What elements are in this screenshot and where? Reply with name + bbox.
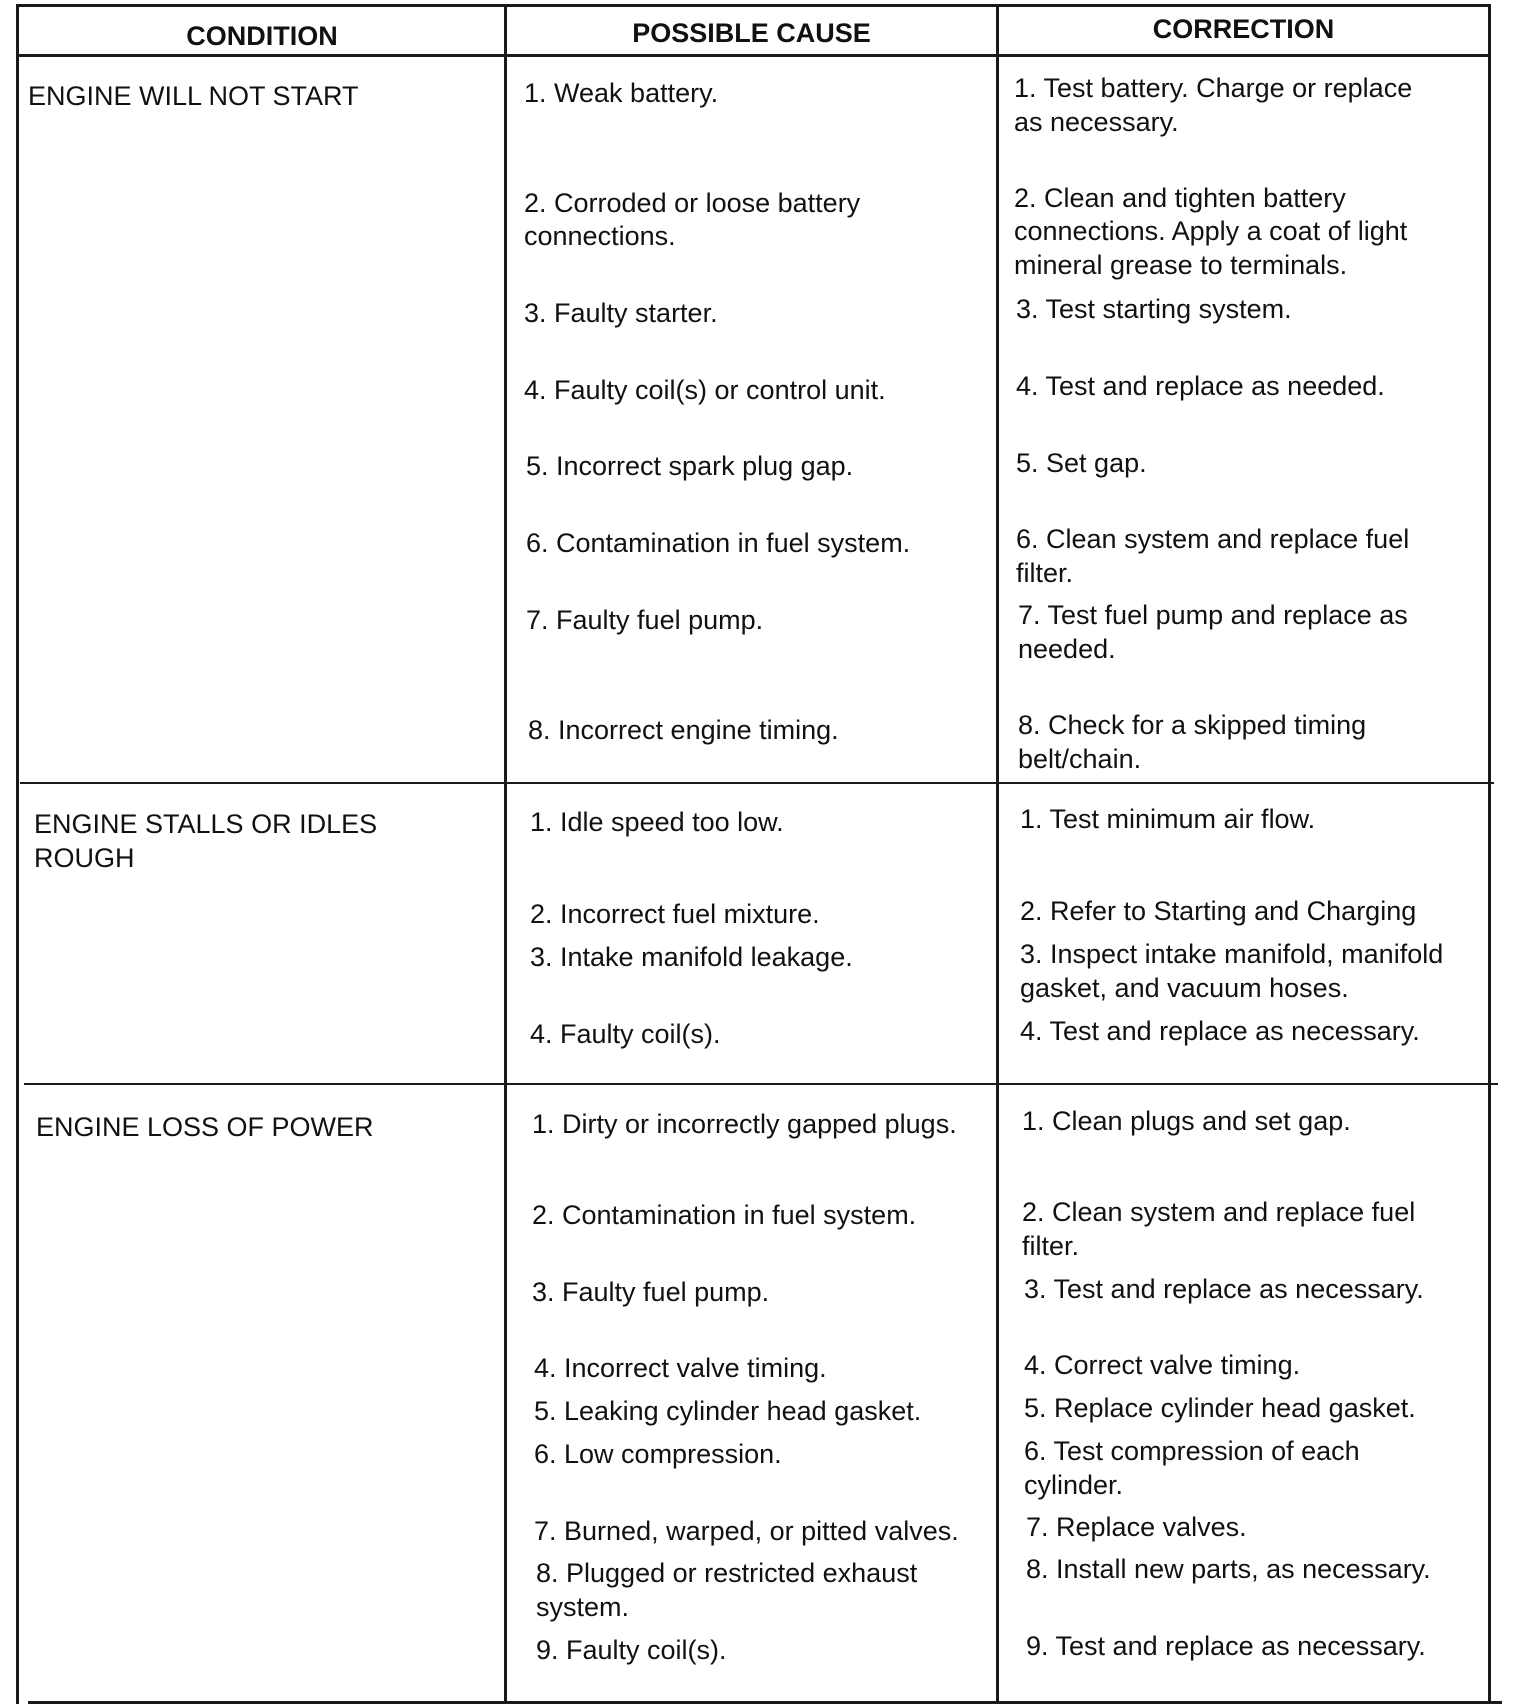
cause-item: 3. Faulty starter. — [524, 298, 718, 328]
cause-item: 5. Incorrect spark plug gap. — [526, 451, 854, 481]
correction-item: filter. — [1022, 1231, 1080, 1261]
correction-item: 2. Clean system and replace fuel — [1022, 1197, 1416, 1227]
header-bottom-border — [16, 54, 1488, 57]
condition-engine-will-not-start: ENGINE WILL NOT START — [28, 81, 359, 111]
cause-item: 3. Intake manifold leakage. — [530, 942, 853, 972]
cause-item: connections. — [524, 221, 676, 251]
header-possible-cause: POSSIBLE CAUSE — [632, 18, 871, 48]
column-divider-2 — [996, 4, 999, 1704]
header-condition: CONDITION — [186, 21, 338, 51]
correction-item: 5. Set gap. — [1016, 448, 1147, 478]
cause-item: 4. Faulty coil(s) or control unit. — [524, 375, 886, 405]
correction-item: mineral grease to terminals. — [1014, 250, 1348, 280]
correction-item: 2. Clean and tighten battery — [1014, 183, 1346, 213]
correction-item: 6. Test compression of each — [1024, 1436, 1360, 1466]
correction-item: 1. Test minimum air flow. — [1020, 804, 1316, 834]
cause-item: 6. Contamination in fuel system. — [526, 528, 911, 558]
cause-item: 8. Incorrect engine timing. — [528, 715, 839, 745]
correction-item: gasket, and vacuum hoses. — [1020, 973, 1349, 1003]
cause-item: 2. Incorrect fuel mixture. — [530, 899, 820, 929]
correction-item: 4. Test and replace as necessary. — [1020, 1016, 1420, 1046]
correction-item: 8. Install new parts, as necessary. — [1026, 1554, 1431, 1584]
cause-item: 5. Leaking cylinder head gasket. — [534, 1396, 922, 1426]
correction-item: 6. Clean system and replace fuel — [1016, 524, 1410, 554]
cause-item: 9. Faulty coil(s). — [536, 1635, 727, 1665]
section-2-bottom-border — [24, 1083, 1498, 1085]
correction-item: 8. Check for a skipped timing — [1018, 710, 1367, 740]
cause-item: 7. Faulty fuel pump. — [526, 605, 764, 635]
table-bottom-border — [28, 1701, 1502, 1704]
cause-item: system. — [536, 1592, 630, 1622]
table-top-border — [16, 4, 1488, 7]
correction-item: as necessary. — [1014, 107, 1179, 137]
correction-item: 2. Refer to Starting and Charging — [1020, 896, 1417, 926]
correction-item: 4. Correct valve timing. — [1024, 1350, 1301, 1380]
cause-item: 7. Burned, warped, or pitted valves. — [534, 1516, 959, 1546]
condition-engine-loss-of-power: ENGINE LOSS OF POWER — [36, 1112, 374, 1142]
correction-item: 9. Test and replace as necessary. — [1026, 1631, 1426, 1661]
cause-item: 6. Low compression. — [534, 1439, 782, 1469]
cause-item: 8. Plugged or restricted exhaust — [536, 1558, 918, 1588]
table-right-border — [1488, 4, 1491, 1704]
correction-item: 1. Test battery. Charge or replace — [1014, 73, 1413, 103]
table-left-border — [16, 4, 19, 1704]
correction-item: 3. Test starting system. — [1016, 294, 1292, 324]
cause-item: 3. Faulty fuel pump. — [532, 1277, 770, 1307]
cause-item: 1. Idle speed too low. — [530, 807, 784, 837]
cause-item: 1. Dirty or incorrectly gapped plugs. — [532, 1109, 957, 1139]
cause-item: 4. Incorrect valve timing. — [534, 1353, 827, 1383]
cause-item: 2. Corroded or loose battery — [524, 188, 861, 218]
correction-item: 3. Test and replace as necessary. — [1024, 1274, 1424, 1304]
correction-item: cylinder. — [1024, 1470, 1124, 1500]
correction-item: belt/chain. — [1018, 744, 1142, 774]
cause-item: 2. Contamination in fuel system. — [532, 1200, 917, 1230]
correction-item: needed. — [1018, 634, 1116, 664]
correction-item: 5. Replace cylinder head gasket. — [1024, 1393, 1416, 1423]
correction-item: 1. Clean plugs and set gap. — [1022, 1106, 1351, 1136]
section-1-bottom-border — [20, 782, 1494, 784]
correction-item: filter. — [1016, 558, 1074, 588]
correction-item: 7. Replace valves. — [1026, 1512, 1247, 1542]
condition-engine-stalls-line-2: ROUGH — [34, 843, 135, 873]
correction-item: 3. Inspect intake manifold, manifold — [1020, 939, 1444, 969]
correction-item: connections. Apply a coat of light — [1014, 216, 1408, 246]
header-correction: CORRECTION — [1152, 14, 1335, 44]
condition-engine-stalls-line-1: ENGINE STALLS OR IDLES — [34, 809, 378, 839]
correction-item: 4. Test and replace as needed. — [1016, 371, 1385, 401]
column-divider-1 — [504, 4, 507, 1704]
cause-item: 4. Faulty coil(s). — [530, 1019, 721, 1049]
correction-item: 7. Test fuel pump and replace as — [1018, 600, 1408, 630]
cause-item: 1. Weak battery. — [524, 78, 719, 108]
